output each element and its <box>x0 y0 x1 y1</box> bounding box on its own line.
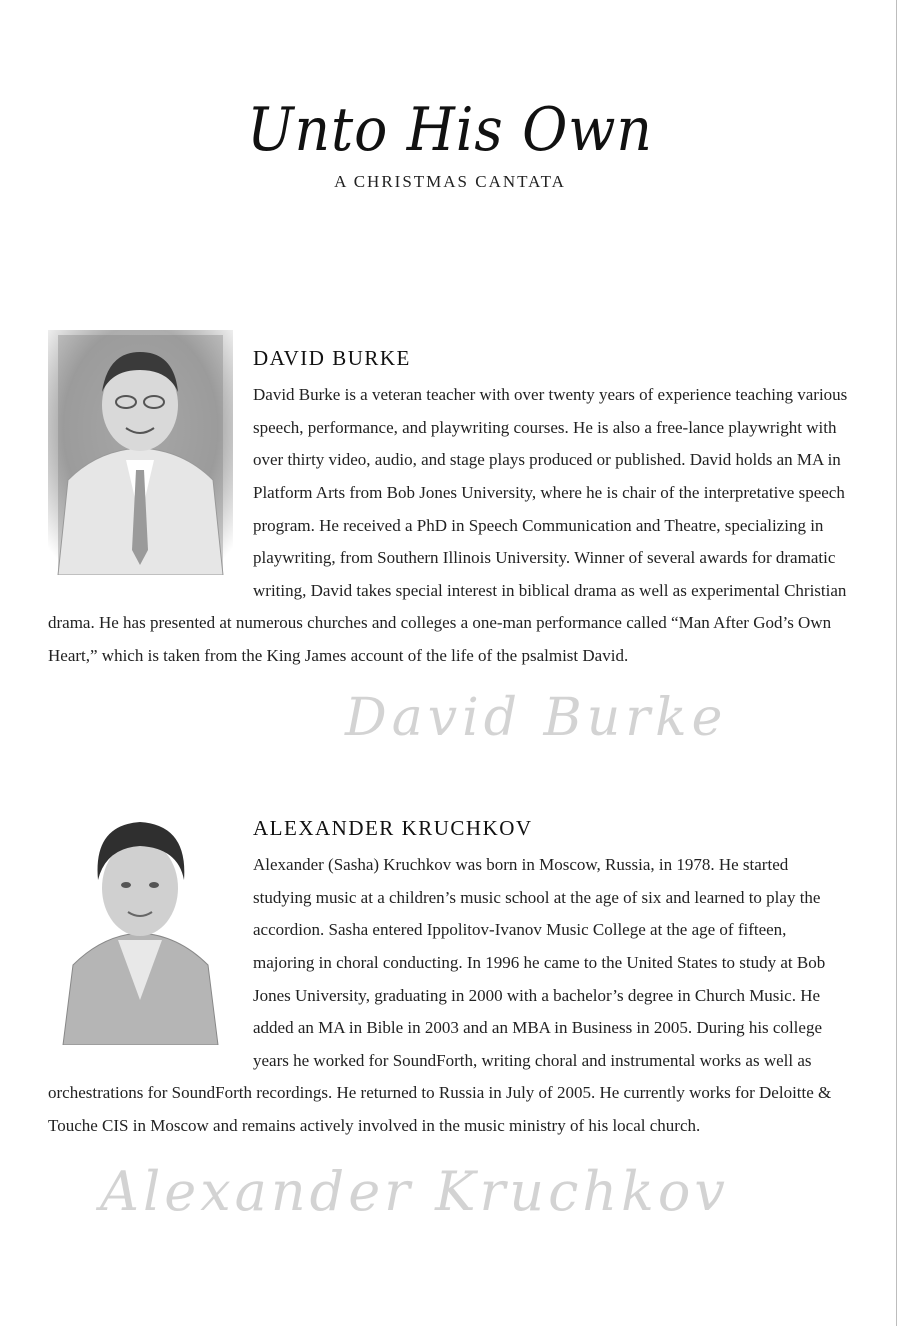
portrait-photo-david-burke <box>48 330 233 575</box>
page-title: Unto His Own <box>247 95 653 165</box>
title-block <box>0 95 900 192</box>
portrait-photo-alexander-kruchkov <box>48 800 233 1045</box>
bio-text-david-burke: David Burke is a veteran teacher with over twenty years of experience teaching various speech, performance, and playwriting courses. He is also a free-lance playwright with over thirty video, audio, and stage plays produced or published. David holds an MA in Platform Arts from Bob Jones University, where he is chair of the interpretative speech program. He received a PhD in Speech Communication and Theatre, specializing in playwriting, from Southern Illinois University. Winner of several awards for dramatic writing, David takes special interest in biblical drama as well as experimental Christian drama. He has presented at numerous churches and colleges a one-man performance called “Man After God’s Own Heart,” which is taken from the King James account of the life of the psalmist David. <box>48 385 848 665</box>
portrait-alexander-kruchkov <box>48 800 248 1068</box>
bio-david-burke <box>48 330 848 673</box>
signature-david-burke: David Burke <box>345 688 728 748</box>
page-edge-divider <box>896 0 897 1326</box>
signature-alexander-kruchkov: Alexander Kruchkov <box>100 1160 729 1223</box>
bio-alexander-kruchkov <box>48 800 848 1143</box>
bio-name-alexander-kruchkov: ALEXANDER KRUCHKOV <box>253 816 533 840</box>
page-subtitle: A CHRISTMAS CANTATA <box>334 172 566 191</box>
bio-name-david-burke: DAVID BURKE <box>253 346 411 370</box>
bio-text-alexander-kruchkov: Alexander (Sasha) Kruchkov was born in Moscow, Russia, in 1978. He started studying music at a children’s music school at the age of six and learned to play the accordion. Sasha entered Ippolitov-Ivanov Music College at the age of fifteen, majoring in choral conducting. In 1996 he came to the United States to study at Bob Jones University, graduating in 2000 with a bachelor’s degree in Church Music. He added an MA in Bible in 2003 and an MBA in Business in 2005. During his college years he worked for SoundForth, writing choral and instrumental works as well as orchestrations for SoundForth recordings. He returned to Russia in July of 2005. He currently works for Deloitte & Touche CIS in Moscow and remains actively involved in the music ministry of his local church. <box>48 855 832 1135</box>
portrait-david-burke <box>48 330 248 598</box>
